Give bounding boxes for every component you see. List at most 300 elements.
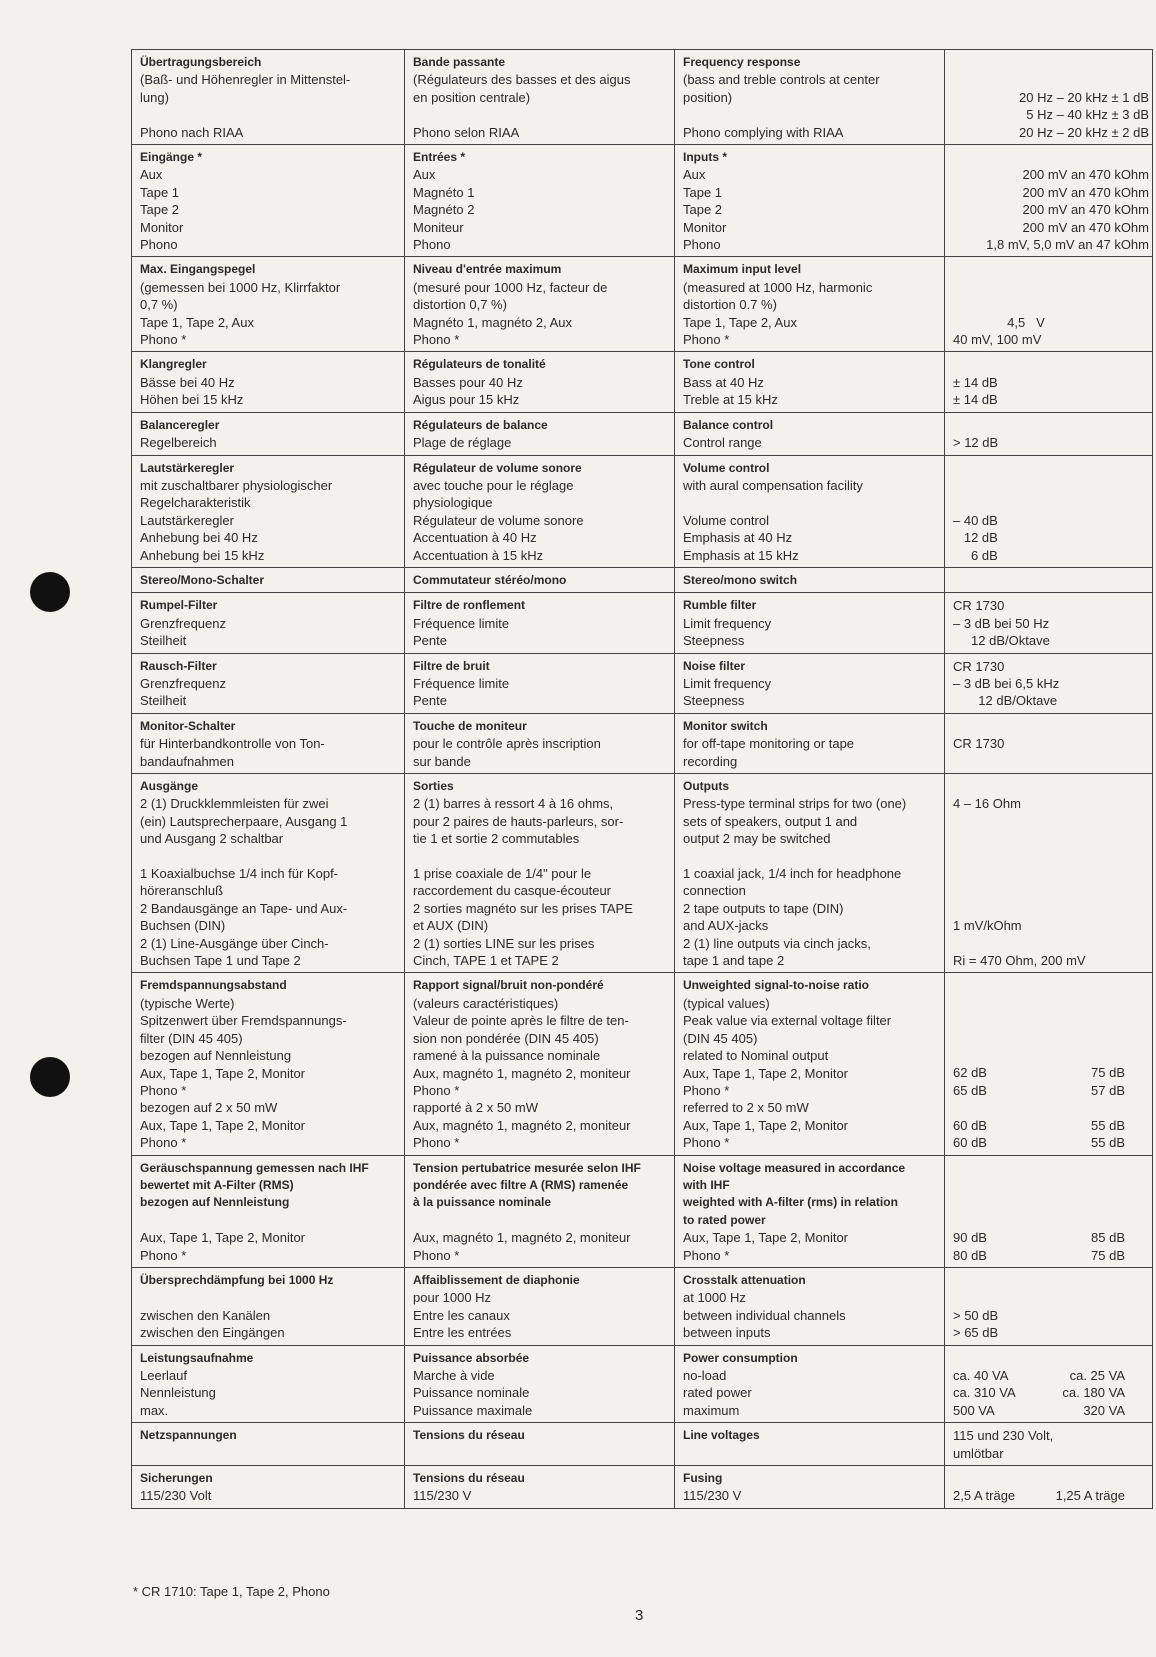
- page-number: 3: [635, 1607, 644, 1624]
- row-line: (bass and treble controls at center: [683, 72, 880, 88]
- french-cell: [405, 145, 675, 257]
- french-cell: [405, 713, 675, 773]
- row-line: [953, 1177, 1149, 1194]
- value-cell: [945, 50, 1153, 145]
- row-line: [953, 848, 1149, 865]
- row-line: [953, 149, 1149, 166]
- row-line: 0,7 %): [140, 297, 178, 313]
- german-cell: [132, 145, 405, 257]
- row-line: rapporté à 2 x 50 mW: [413, 1100, 538, 1116]
- row-line: ± 14 dB: [953, 392, 998, 408]
- row-line: (measured at 1000 Hz, harmonic: [683, 279, 873, 295]
- row-line: Tape 1, Tape 2, Aux: [683, 314, 797, 330]
- row-heading: Tensions du réseau: [413, 1471, 525, 1486]
- row-line: physiologique: [413, 495, 493, 511]
- french-cell: [405, 567, 675, 592]
- german-cell: [132, 257, 405, 352]
- value-pair: [953, 1134, 1149, 1151]
- row-line: > 65 dB: [953, 1325, 999, 1341]
- row-heading: Ausgänge: [140, 779, 199, 794]
- row-line: avec touche pour le réglage: [413, 477, 574, 493]
- row-line: Aux, Tape 1, Tape 2, Monitor: [683, 1065, 849, 1081]
- row-line: Regelcharakteristik: [140, 495, 251, 511]
- row-line: 2 (1) Druckklemmleisten für zwei: [140, 796, 329, 812]
- row-heading: pondérée avec filtre A (RMS) ramenée: [413, 1177, 629, 1192]
- row-line: Aux: [140, 167, 163, 183]
- value-cell: [945, 412, 1153, 455]
- value-cell: [945, 593, 1153, 653]
- row-line: tape 1 and tape 2: [683, 953, 785, 969]
- row-line: und Ausgang 2 schaltbar: [140, 831, 284, 847]
- value-pair: [953, 1247, 1149, 1264]
- row-line: sur bande: [413, 753, 471, 769]
- row-heading: Monitor-Schalter: [140, 718, 236, 733]
- row-line: CR 1730: [953, 598, 1005, 614]
- row-heading: Crosstalk attenuation: [683, 1272, 806, 1287]
- row-heading: bewertet mit A-Filter (RMS): [140, 1177, 294, 1192]
- row-line: Peak value via external voltage filter: [683, 1013, 892, 1029]
- row-line: Regelbereich: [140, 435, 217, 451]
- row-heading: Outputs: [683, 779, 729, 794]
- english-cell: [675, 1345, 945, 1423]
- row-line: connection: [683, 883, 746, 899]
- row-line: 2 (1) sorties LINE sur les prises: [413, 935, 595, 951]
- row-line: Accentuation à 40 Hz: [413, 530, 537, 546]
- row-line: [953, 296, 1149, 313]
- row-line: rated power: [683, 1385, 752, 1401]
- row-line: 2 (1) line outputs via cinch jacks,: [683, 935, 871, 951]
- row-line: zwischen den Kanälen: [140, 1307, 271, 1323]
- value-cell: [945, 455, 1153, 567]
- row-line: [953, 1099, 1149, 1116]
- french-cell: [405, 1466, 675, 1509]
- row-line: between individual channels: [683, 1307, 846, 1323]
- row-line: en position centrale): [413, 89, 531, 105]
- row-line: [953, 1047, 1149, 1064]
- row-line: Phono *: [140, 1247, 187, 1263]
- row-line: [140, 106, 398, 123]
- row-line: Aux, magnéto 1, magnéto 2, moniteur: [413, 1117, 631, 1133]
- binder-hole-bottom: [30, 1057, 70, 1097]
- row-line: Phono nach RIAA: [140, 124, 244, 140]
- row-line: 115/230 V: [683, 1488, 742, 1504]
- row-line: Steilheit: [140, 633, 187, 649]
- row-line: [953, 261, 1149, 278]
- row-line: 40 mV, 100 mV: [953, 332, 1042, 348]
- row-line: 2 (1) Line-Ausgänge über Cinch-: [140, 935, 329, 951]
- row-line: Basses pour 40 Hz: [413, 374, 523, 390]
- value-right: 55 dB: [1091, 1135, 1125, 1151]
- row-heading: Filtre de bruit: [413, 658, 490, 673]
- row-line: Valeur de pointe après le filtre de ten-: [413, 1013, 629, 1029]
- row-line: Aux, Tape 1, Tape 2, Monitor: [140, 1065, 306, 1081]
- row-line: [953, 977, 1149, 994]
- row-line: 5 Hz – 40 kHz ± 3 dB: [1026, 107, 1149, 123]
- row-line: lung): [140, 89, 169, 105]
- row-line: Volume control: [683, 512, 769, 528]
- row-line: (typical values): [683, 995, 770, 1011]
- value-pair: [953, 1367, 1149, 1384]
- row-line: Leerlauf: [140, 1368, 187, 1383]
- row-line: pour 1000 Hz: [413, 1290, 492, 1306]
- value-left: ca. 310 VA: [953, 1385, 1016, 1401]
- row-line: recording: [683, 753, 738, 769]
- value-right: 75 dB: [1091, 1065, 1125, 1081]
- row-line: Buchsen Tape 1 und Tape 2: [140, 953, 301, 969]
- row-line: (gemessen bei 1000 Hz, Klirrfaktor: [140, 279, 341, 295]
- row-line: [953, 494, 1149, 511]
- row-line: Steepness: [683, 633, 745, 649]
- spec-row: [132, 1345, 1153, 1423]
- row-heading: Leistungsaufnahme: [140, 1350, 254, 1365]
- row-line: [953, 1030, 1149, 1047]
- row-line: Phono *: [683, 332, 730, 348]
- row-line: Magnéto 1: [413, 184, 475, 200]
- value-cell: [945, 1267, 1153, 1345]
- row-line: 2 (1) barres à ressort 4 à 16 ohms,: [413, 796, 614, 812]
- row-heading: Tension pertubatrice mesurée selon IHF: [413, 1160, 641, 1175]
- row-line: CR 1730: [953, 736, 1005, 752]
- spec-row: [132, 50, 1153, 145]
- row-line: Tape 1, Tape 2, Aux: [140, 314, 254, 330]
- row-line: [953, 477, 1149, 494]
- row-heading: Power consumption: [683, 1350, 798, 1365]
- row-line: Anhebung bei 40 Hz: [140, 530, 258, 546]
- row-line: Tape 2: [683, 202, 723, 218]
- row-line: 200 mV an 470 kOhm: [1022, 202, 1149, 218]
- row-line: ± 14 dB: [953, 374, 998, 390]
- row-line: 200 mV an 470 kOhm: [1022, 167, 1149, 183]
- english-cell: [675, 145, 945, 257]
- row-heading: Rausch-Filter: [140, 658, 217, 673]
- row-line: [953, 71, 1149, 88]
- english-cell: [675, 653, 945, 713]
- english-cell: [675, 973, 945, 1155]
- value-left: 62 dB: [953, 1065, 987, 1081]
- row-line: [953, 1012, 1149, 1029]
- row-heading: Niveau d'entrée maximum: [413, 262, 562, 277]
- row-line: Aux, magnéto 1, magnéto 2, moniteur: [413, 1065, 631, 1081]
- value-left: 80 dB: [953, 1247, 987, 1263]
- row-line: [953, 54, 1149, 71]
- row-heading: Affaiblissement de diaphonie: [413, 1272, 580, 1287]
- row-line: [953, 865, 1149, 882]
- row-line: tie 1 et sortie 2 commutables: [413, 831, 580, 847]
- row-line: Accentuation à 15 kHz: [413, 547, 544, 563]
- german-cell: [132, 1267, 405, 1345]
- row-heading: Balance control: [683, 417, 774, 432]
- row-line: referred to 2 x 50 mW: [683, 1100, 809, 1116]
- row-line: bezogen auf 2 x 50 mW: [140, 1100, 278, 1116]
- row-line: pour 2 paires de hauts-parleurs, sor-: [413, 813, 624, 829]
- row-heading: Klangregler: [140, 357, 207, 372]
- row-heading: Fusing: [683, 1471, 723, 1486]
- row-line: 2 sorties magnéto sur les prises TAPE: [413, 900, 633, 916]
- row-heading: Puissance absorbée: [413, 1350, 530, 1365]
- row-line: Ri = 470 Ohm, 200 mV: [953, 952, 1086, 968]
- row-line: Phono *: [683, 1247, 730, 1263]
- row-line: Phono complying with RIAA: [683, 124, 844, 140]
- row-line: 12 dB: [953, 530, 998, 546]
- value-right: 75 dB: [1091, 1247, 1125, 1263]
- spec-row: [132, 567, 1153, 592]
- row-line: (Baß- und Höhenregler in Mittenstel-: [140, 72, 351, 88]
- value-pair: [953, 1384, 1149, 1401]
- german-cell: [132, 593, 405, 653]
- row-line: 1 Koaxialbuchse 1/4 inch für Kopf-: [140, 866, 339, 882]
- row-line: Bass at 40 Hz: [683, 374, 764, 390]
- row-heading: Volume control: [683, 460, 770, 475]
- german-cell: [132, 455, 405, 567]
- row-heading: Line voltages: [683, 1428, 760, 1443]
- row-line: Fréquence limite: [413, 675, 510, 691]
- row-line: Control range: [683, 435, 762, 451]
- value-pair: [953, 1487, 1149, 1504]
- row-line: Phono selon RIAA: [413, 124, 520, 140]
- row-line: Monitor: [140, 219, 184, 235]
- spec-row: [132, 973, 1153, 1155]
- french-cell: [405, 1155, 675, 1267]
- french-cell: [405, 455, 675, 567]
- row-line: [683, 848, 938, 865]
- english-cell: [675, 774, 945, 973]
- row-line: Treble at 15 kHz: [683, 392, 778, 408]
- row-heading: Tensions du réseau: [413, 1428, 525, 1443]
- binder-hole-top: [30, 572, 70, 612]
- value-cell: [945, 352, 1153, 412]
- row-heading: Sicherungen: [140, 1471, 213, 1486]
- value-cell: [945, 145, 1153, 257]
- spec-row: [132, 774, 1153, 973]
- french-cell: [405, 1423, 675, 1466]
- row-heading: à la puissance nominale: [413, 1195, 552, 1210]
- row-line: Höhen bei 15 kHz: [140, 392, 244, 408]
- row-heading: Rumpel-Filter: [140, 598, 218, 613]
- row-line: für Hinterbandkontrolle von Ton-: [140, 736, 325, 752]
- english-cell: [675, 257, 945, 352]
- english-cell: [675, 412, 945, 455]
- row-line: Marche à vide: [413, 1368, 495, 1383]
- row-line: Phono *: [140, 1082, 187, 1098]
- row-line: Aux, Tape 1, Tape 2, Monitor: [683, 1117, 849, 1133]
- row-heading: Monitor switch: [683, 718, 768, 733]
- english-cell: [675, 1466, 945, 1509]
- row-heading: Filtre de ronflement: [413, 598, 526, 613]
- value-cell: [945, 567, 1153, 592]
- german-cell: [132, 1423, 405, 1466]
- value-right: 85 dB: [1091, 1230, 1125, 1246]
- row-line: with aural compensation facility: [683, 477, 863, 493]
- row-line: höreranschluß: [140, 883, 224, 899]
- row-line: 115/230 V: [413, 1488, 472, 1504]
- row-heading: Unweighted signal-to-noise ratio: [683, 978, 870, 993]
- french-cell: [405, 352, 675, 412]
- row-heading: Rumble filter: [683, 598, 757, 613]
- row-line: CR 1730: [953, 658, 1005, 674]
- row-line: [953, 1470, 1149, 1487]
- row-line: (typische Werte): [140, 995, 235, 1011]
- row-line: [683, 106, 938, 123]
- row-heading: Inputs *: [683, 150, 727, 165]
- row-line: Nennleistung: [140, 1385, 216, 1401]
- row-line: [953, 1212, 1149, 1229]
- english-cell: [675, 1423, 945, 1466]
- row-line: Aux: [413, 167, 436, 183]
- row-line: [953, 1350, 1149, 1367]
- row-line: [953, 356, 1149, 373]
- row-line: pour le contrôle après inscription: [413, 736, 601, 752]
- row-line: Entre les canaux: [413, 1307, 510, 1323]
- value-left: ca. 40 VA: [953, 1367, 1009, 1383]
- row-line: [140, 1289, 398, 1306]
- row-line: distortion 0,7 %): [413, 297, 507, 313]
- value-cell: [945, 1423, 1153, 1466]
- row-line: [953, 995, 1149, 1012]
- row-line: sets of speakers, output 1 and: [683, 813, 858, 829]
- row-heading: Sorties: [413, 779, 454, 794]
- row-line: Phono *: [413, 1082, 460, 1098]
- german-cell: [132, 713, 405, 773]
- row-line: [953, 718, 1149, 735]
- row-line: between inputs: [683, 1325, 771, 1341]
- row-heading: Régulateurs de balance: [413, 417, 548, 432]
- row-line: umlötbar: [953, 1445, 1004, 1461]
- value-left: 65 dB: [953, 1082, 987, 1098]
- row-line: [953, 882, 1149, 899]
- row-line: 200 mV an 470 kOhm: [1022, 184, 1149, 200]
- row-line: Aux: [683, 167, 706, 183]
- row-line: [413, 106, 668, 123]
- row-heading: Entrées *: [413, 150, 466, 165]
- row-line: and AUX-jacks: [683, 918, 769, 934]
- row-line: raccordement du casque-écouteur: [413, 883, 612, 899]
- row-line: Lautstärkeregler: [140, 512, 234, 528]
- spec-row: [132, 713, 1153, 773]
- spec-row: [132, 145, 1153, 257]
- row-heading: Tone control: [683, 357, 755, 372]
- row-heading: Übertragungsbereich: [140, 55, 262, 69]
- row-heading: Frequency response: [683, 55, 801, 69]
- row-line: 115/230 Volt: [140, 1488, 212, 1504]
- value-cell: [945, 973, 1153, 1155]
- row-line: (ein) Lautsprecherpaare, Ausgang 1: [140, 813, 348, 829]
- english-cell: [675, 352, 945, 412]
- row-line: [953, 830, 1149, 847]
- value-right: 320 VA: [1083, 1402, 1125, 1418]
- row-heading: with IHF: [683, 1177, 730, 1192]
- row-line: ramené à la puissance nominale: [413, 1048, 601, 1064]
- row-line: [953, 460, 1149, 477]
- french-cell: [405, 593, 675, 653]
- row-line: (mesuré pour 1000 Hz, facteur de: [413, 279, 608, 295]
- row-line: Steepness: [683, 693, 745, 709]
- row-heading: Stereo/Mono-Schalter: [140, 572, 265, 587]
- row-line: Press-type terminal strips for two (one): [683, 796, 907, 812]
- row-heading: Max. Eingangspegel: [140, 262, 256, 277]
- row-line: 12 dB/Oktave: [953, 693, 1058, 709]
- value-left: 2,5 A träge: [953, 1488, 1016, 1504]
- row-line: et AUX (DIN): [413, 918, 489, 934]
- row-heading: weighted with A-filter (rms) in relation: [683, 1195, 898, 1210]
- row-line: Anhebung bei 15 kHz: [140, 547, 265, 563]
- row-line: Moniteur: [413, 219, 464, 235]
- spec-row: [132, 593, 1153, 653]
- row-line: 200 mV an 470 kOhm: [1022, 219, 1149, 235]
- row-line: mit zuschaltbarer physiologischer: [140, 477, 333, 493]
- spec-table: [131, 49, 1153, 1509]
- row-line: [953, 1289, 1149, 1306]
- row-line: Phono *: [140, 1135, 187, 1151]
- row-heading: Commutateur stéréo/mono: [413, 572, 567, 587]
- row-heading: Régulateurs de tonalité: [413, 357, 546, 372]
- value-pair: [953, 1082, 1149, 1099]
- row-heading: Eingänge *: [140, 150, 203, 165]
- row-heading: Noise filter: [683, 658, 746, 673]
- row-line: 4,5 V: [953, 314, 1045, 330]
- row-line: max.: [140, 1402, 169, 1418]
- value-cell: [945, 713, 1153, 773]
- row-heading: Régulateur de volume sonore: [413, 460, 582, 475]
- row-line: > 12 dB: [953, 435, 999, 451]
- row-line: > 50 dB: [953, 1307, 999, 1323]
- row-line: [953, 935, 1149, 952]
- row-line: Monitor: [683, 219, 727, 235]
- row-heading: Geräuschspannung gemessen nach IHF: [140, 1160, 369, 1175]
- row-line: Phono *: [413, 1135, 460, 1151]
- value-pair: [953, 1229, 1149, 1246]
- row-line: [413, 848, 668, 865]
- row-line: Limit frequency: [683, 675, 772, 691]
- spec-row: [132, 352, 1153, 412]
- german-cell: [132, 1345, 405, 1423]
- row-line: no-load: [683, 1368, 727, 1383]
- row-line: 6 dB: [953, 547, 998, 563]
- row-line: Magnéto 1, magnéto 2, Aux: [413, 314, 572, 330]
- row-line: 1,8 mV, 5,0 mV an 47 kOhm: [986, 237, 1149, 253]
- row-line: 2 Bandausgänge an Tape- und Aux-: [140, 900, 348, 916]
- row-line: – 3 dB bei 50 Hz: [953, 615, 1050, 631]
- row-line: 1 prise coaxiale de 1/4" pour le: [413, 866, 592, 882]
- row-heading: Balanceregler: [140, 417, 220, 432]
- row-line: Phono: [413, 237, 451, 253]
- english-cell: [675, 1155, 945, 1267]
- row-line: for off-tape monitoring or tape: [683, 736, 855, 752]
- row-line: related to Nominal output: [683, 1048, 829, 1064]
- row-line: [953, 1272, 1149, 1289]
- row-line: Pente: [413, 633, 447, 649]
- row-line: Plage de réglage: [413, 435, 512, 451]
- german-cell: [132, 1466, 405, 1509]
- row-line: [413, 1212, 668, 1229]
- row-line: Pente: [413, 693, 447, 709]
- row-line: 12 dB/Oktave: [953, 633, 1050, 649]
- row-line: [953, 1194, 1149, 1211]
- row-line: (Régulateurs des basses et des aigus: [413, 72, 631, 88]
- row-line: zwischen den Eingängen: [140, 1325, 285, 1341]
- row-line: – 40 dB: [953, 512, 998, 528]
- english-cell: [675, 593, 945, 653]
- row-line: – 3 dB bei 6,5 kHz: [953, 675, 1060, 691]
- row-line: Tape 1: [683, 184, 723, 200]
- value-pair: [953, 1117, 1149, 1134]
- spec-table-body: [132, 50, 1153, 1509]
- french-cell: [405, 412, 675, 455]
- row-line: [140, 1212, 398, 1229]
- row-line: (DIN 45 405): [683, 1030, 758, 1046]
- row-line: output 2 may be switched: [683, 831, 831, 847]
- row-line: Phono: [683, 237, 721, 253]
- english-cell: [675, 1267, 945, 1345]
